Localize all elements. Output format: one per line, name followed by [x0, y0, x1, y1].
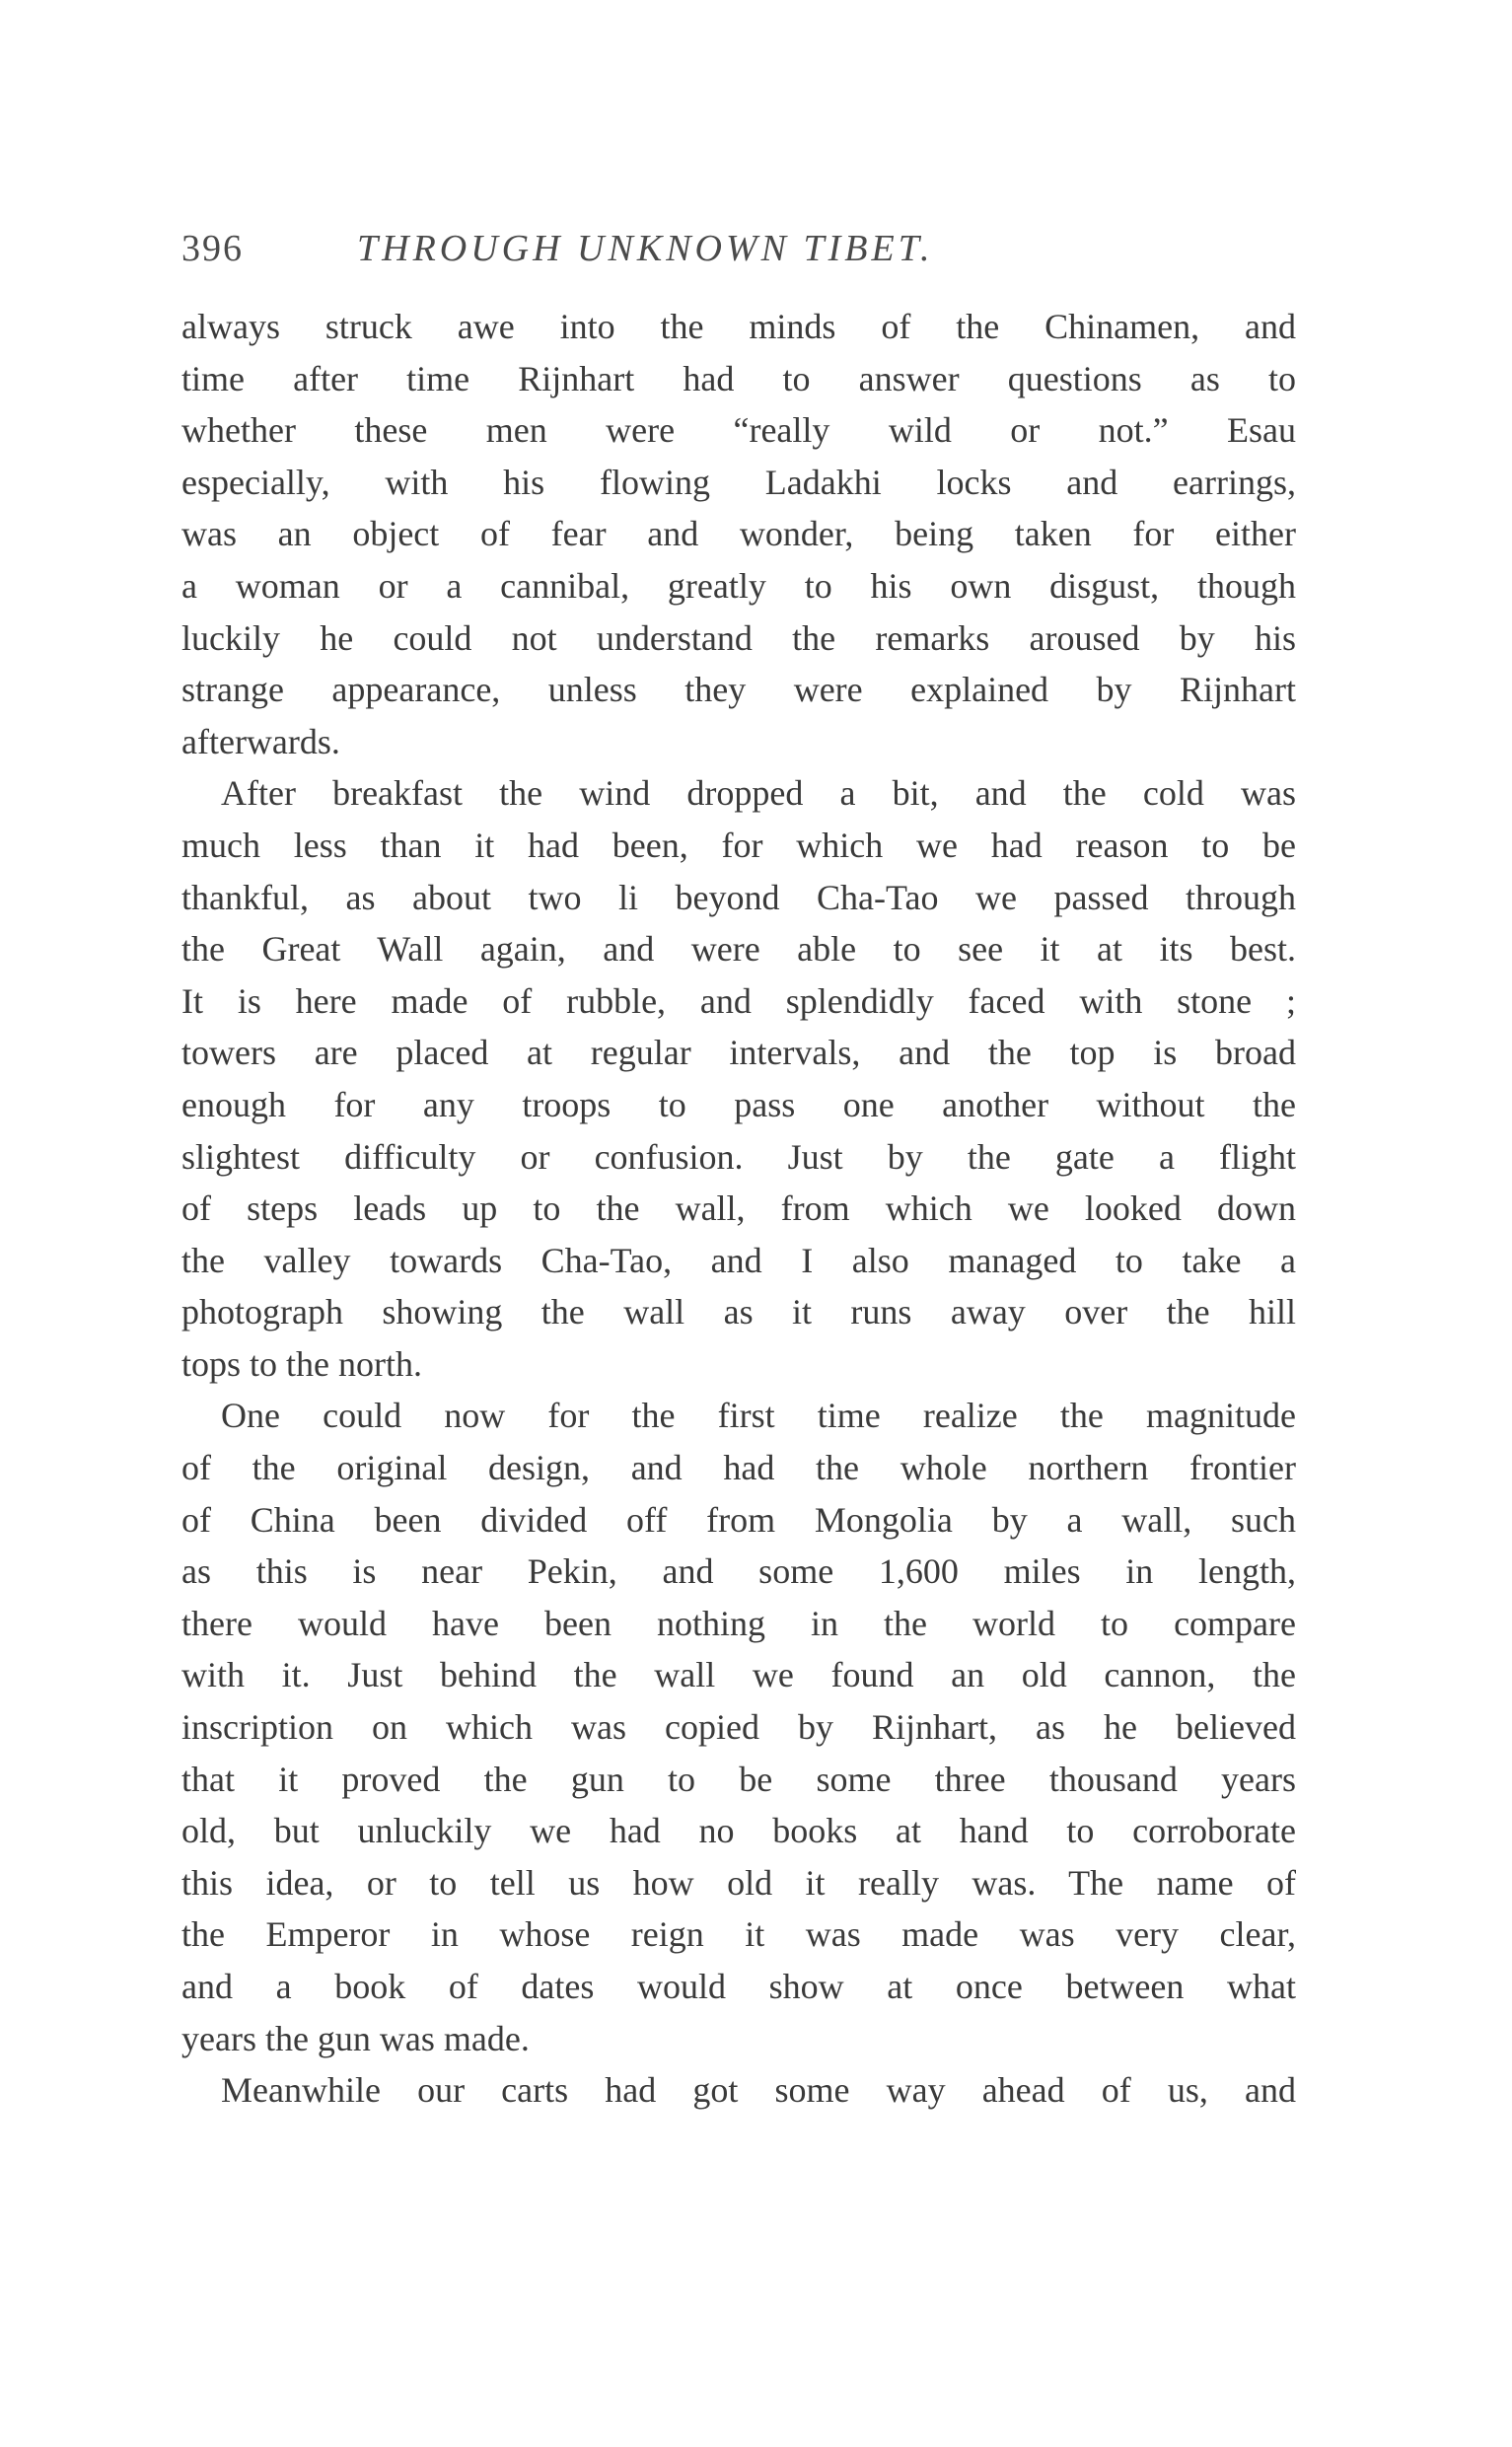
- text-line: enough for any troops to pass one another without the: [181, 1084, 1296, 1124]
- text-line: strange appearance, unless they were explained by Rijnhart: [181, 670, 1296, 710]
- text-line: towers are placed at regular intervals, and the top is broad: [181, 1033, 1296, 1073]
- text-line: whether these men were “really wild or not.” Esau: [181, 410, 1296, 451]
- text-line: After breakfast the wind dropped a bit, and the cold was: [221, 773, 1296, 814]
- text-line: and a book of dates would show at once between what: [181, 1967, 1296, 2006]
- text-line: One could now for the first time realize the magnitude: [221, 1396, 1296, 1436]
- text-line: old, but unluckily we had no books at hand to corroborate: [181, 1811, 1296, 1851]
- text-line: as this is near Pekin, and some 1,600 miles in length,: [181, 1551, 1296, 1592]
- paragraph: [181, 2064, 1296, 2117]
- text-line: was an object of fear and wonder, being taken for either: [181, 514, 1296, 554]
- text-line: much less than it had been, for which we had reason to be: [181, 825, 1296, 865]
- text-line: the Great Wall again, and were able to see it at its best.: [181, 929, 1296, 970]
- text-line: of China been divided off from Mongolia by a wall, such: [181, 1499, 1296, 1540]
- text-line: this idea, or to tell us how old it really was. The name of: [181, 1862, 1296, 1903]
- paragraph: [181, 767, 1296, 1390]
- text-line: time after time Rijnhart had to answer questions as to: [181, 358, 1296, 398]
- text-line: luckily he could not understand the remarks aroused by his: [181, 617, 1296, 658]
- text-line: inscription on which was copied by Rijnhart, as he believed: [181, 1707, 1296, 1748]
- text-line: thankful, as about two li beyond Cha-Tao we passed through: [181, 877, 1296, 917]
- paragraph: [181, 301, 1296, 767]
- text-line: years the gun was made.: [181, 2018, 530, 2058]
- text-line: the valley towards Cha-Tao, and I also managed to take a: [181, 1240, 1296, 1280]
- text-line: always struck awe into the minds of the Chinamen, and: [181, 307, 1296, 346]
- text-line: afterwards.: [181, 721, 340, 761]
- text-line: there would have been nothing in the world to compare: [181, 1603, 1296, 1643]
- running-title: THROUGH UNKNOWN TIBET.: [357, 228, 934, 269]
- text-line: of steps leads up to the wall, from which we looked down: [181, 1188, 1296, 1229]
- text-line: a woman or a cannibal, greatly to his own disgust, though: [181, 565, 1296, 606]
- page-number: 396: [181, 228, 244, 269]
- text-line: the Emperor in whose reign it was made was very clear,: [181, 1914, 1296, 1955]
- paragraph: [181, 1390, 1296, 2064]
- text-line: that it proved the gun to be some three thousand years: [181, 1759, 1296, 1799]
- running-head: [181, 219, 1296, 278]
- text-line: photograph showing the wall as it runs away over the hill: [181, 1292, 1296, 1332]
- text-line: especially, with his flowing Ladakhi locks and earrings,: [181, 462, 1296, 502]
- text-line: with it. Just behind the wall we found an old cannon, the: [181, 1655, 1296, 1695]
- text-line: It is here made of rubble, and splendidly faced with stone ;: [181, 980, 1296, 1021]
- text-line: slightest difficulty or confusion. Just by the gate a flight: [181, 1136, 1296, 1177]
- text-line: Meanwhile our carts had got some way ahead of us, and: [221, 2070, 1296, 2111]
- text-line: tops to the north.: [181, 1343, 422, 1384]
- text-line: of the original design, and had the whole northern frontier: [181, 1448, 1296, 1488]
- body-text: [181, 301, 1296, 2117]
